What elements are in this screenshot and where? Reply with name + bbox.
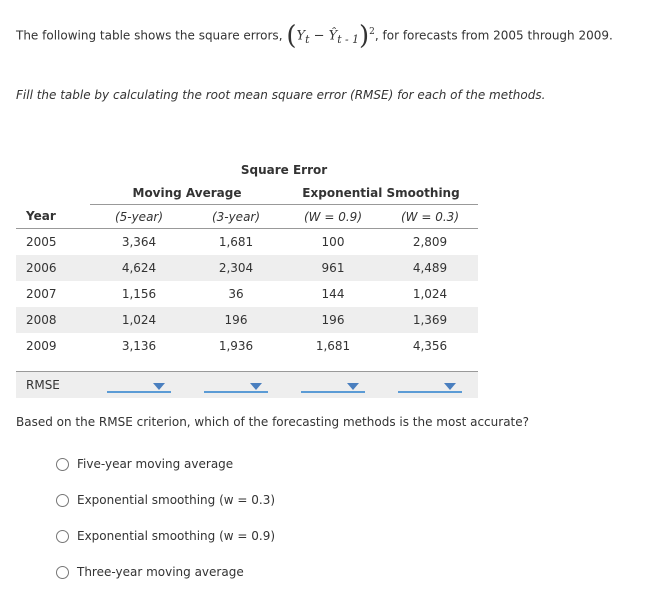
option-three-year-moving-average[interactable]: Three-year moving average [56,565,244,579]
table-row: 2006 4,624 2,304 961 4,489 [16,255,478,281]
table-title: Square Error [240,162,328,177]
rmse-5yr-dropdown[interactable] [107,377,171,393]
group-moving-average: Moving Average [90,181,284,205]
rmse-row [16,372,478,399]
chevron-down-icon [444,383,456,390]
rmse-w03-dropdown[interactable] [398,377,462,393]
radio-button[interactable] [56,494,69,507]
square-error-table [16,158,478,398]
radio-button[interactable] [56,530,69,543]
question-text: Based on the RMSE criterion, which of the forecasting methods is the most accurate? [16,415,529,429]
col-header-5yr: (5-year) [114,209,164,224]
col-header-year: Year [26,209,56,224]
chevron-down-icon [347,383,359,390]
rmse-3yr-dropdown[interactable] [204,377,268,393]
table-row: 2007 1,156 36 144 1,024 [26,287,448,301]
table-row: 2005 3,364 1,681 100 2,809 [26,235,448,249]
col-header-w03: (W = 0.3) [401,209,459,224]
chevron-down-icon [250,383,262,390]
option-five-year-moving-average[interactable]: Five-year moving average [56,457,233,471]
rmse-w09-dropdown[interactable] [301,377,365,393]
table-row: 2008 1,024 196 196 1,369 [16,307,478,333]
instruction-text: Fill the table by calculating the root mean square error (RMSE) for each of the methods. [16,88,546,102]
option-exp-smoothing-w03[interactable]: Exponential smoothing (w = 0.3) [56,493,275,507]
col-header-3yr: (3-year) [211,209,261,224]
radio-button[interactable] [56,458,69,471]
intro-before: The following table shows the square errors, [16,28,287,43]
option-exp-smoothing-w09[interactable]: Exponential smoothing (w = 0.9) [56,529,275,543]
rmse-label: RMSE [16,372,90,399]
intro-text [16,14,646,58]
table-row: 2009 3,136 1,936 1,681 4,356 [26,339,448,353]
intro-after: , for forecasts from 2005 through 2009. [374,28,613,43]
radio-button[interactable] [56,566,69,579]
chevron-down-icon [153,383,165,390]
col-header-w09: (W = 0.9) [304,209,362,224]
square-error-formula: ($Y_t$ − $Ŷ_{t - 1})^2$ [286,20,375,51]
group-exponential-smoothing: Exponential Smoothing [284,181,478,205]
